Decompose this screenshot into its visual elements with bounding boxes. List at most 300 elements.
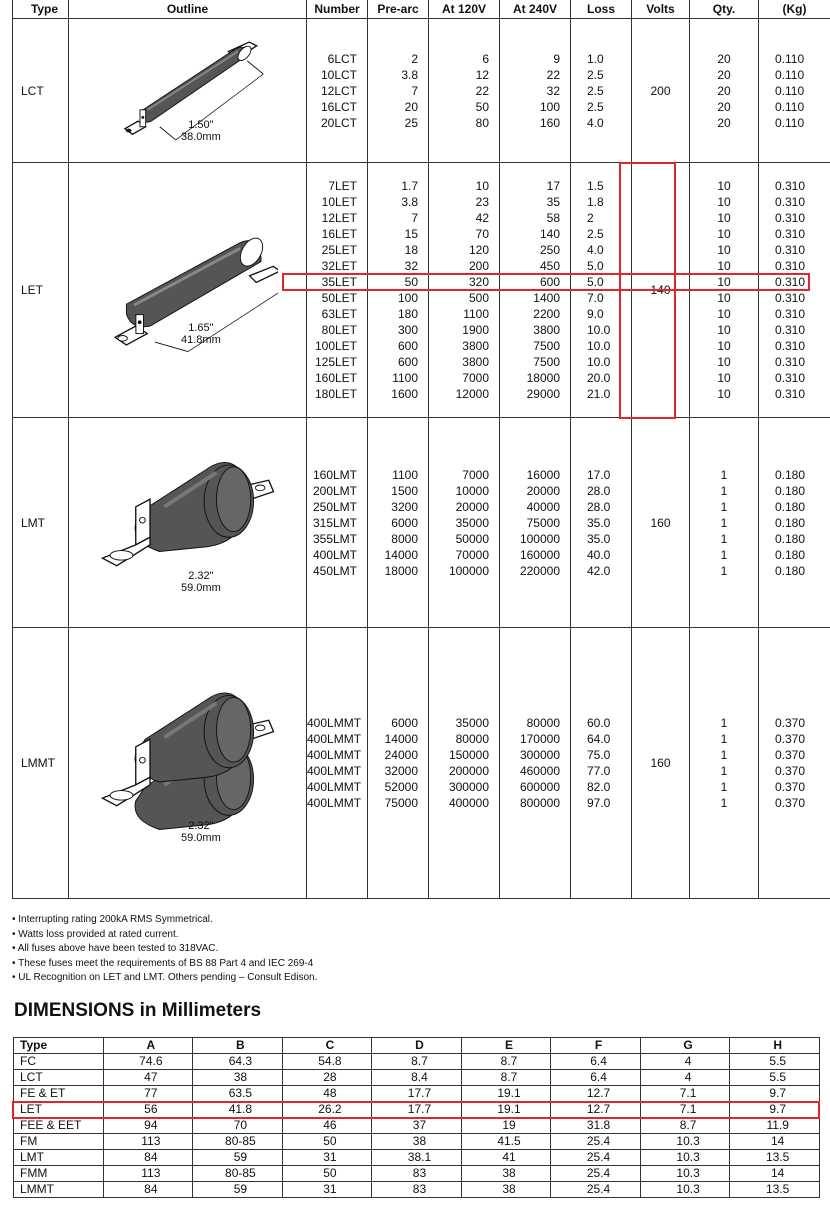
fuse-kg: 0.310 <box>775 291 806 305</box>
fuse-at240: 1400 <box>533 291 560 305</box>
fuse-type-label: LCT <box>13 19 69 163</box>
fuse-prearc: 52000 <box>384 780 418 794</box>
dimension-value: 113 <box>103 1166 193 1182</box>
fuse-kg: 0.310 <box>775 371 806 385</box>
note-item: • Watts loss provided at rated current. <box>12 928 317 943</box>
fuse-loss: 2.5 <box>587 83 604 98</box>
fuse-loss: 7.0 <box>587 291 604 305</box>
fuse-loss: 97.0 <box>587 796 611 810</box>
dimension-value: 8.7 <box>461 1070 551 1086</box>
dimension-value: 113 <box>103 1134 193 1150</box>
dimension-value: 94 <box>103 1118 193 1134</box>
outline-dimension-label <box>181 322 221 346</box>
fuse-qty: 1 <box>720 467 728 482</box>
header-volts: Volts <box>632 0 690 19</box>
dimension-value: 19.1 <box>461 1102 551 1118</box>
dimension-value: 12.7 <box>551 1102 641 1118</box>
dimension-value: 9.7 <box>730 1086 820 1102</box>
fuse-kg: 0.310 <box>775 355 806 369</box>
fuse-number: 6LCT <box>327 51 357 66</box>
fuse-number: 200LMT <box>312 483 357 498</box>
fuse-number: 400LMMT <box>307 796 362 810</box>
fuse-prearc: 25 <box>404 115 418 130</box>
note-item: • UL Recognition on LET and LMT. Others pending – Consult Edison. <box>12 971 317 986</box>
fuse-prearc: 600 <box>397 355 418 369</box>
dimension-header-g: G <box>640 1038 730 1054</box>
fuse-at120: 10000 <box>455 483 489 498</box>
dimensions-header-row <box>14 1038 820 1054</box>
fuse-kg: 0.110 <box>775 83 805 98</box>
fuse-at120: 12 <box>475 67 489 82</box>
fuse-number: 7LET <box>328 179 357 193</box>
dimension-type: LCT <box>14 1070 104 1086</box>
fuse-kg: 0.180 <box>775 531 806 546</box>
dimension-value: 59 <box>193 1150 283 1166</box>
fuse-kg: 0.310 <box>775 259 806 273</box>
fuse-loss: 4.0 <box>587 243 604 257</box>
dimension-mm: 59.0mm <box>181 581 221 594</box>
fuse-kg: 0.310 <box>775 179 806 193</box>
dimension-header-f: F <box>551 1038 641 1054</box>
dimension-value: 12.7 <box>551 1086 641 1102</box>
fuse-loss: 10.0 <box>587 339 611 353</box>
fuse-at240: 800000 <box>519 796 560 810</box>
dimension-value: 4 <box>640 1054 730 1070</box>
dimension-value: 14 <box>730 1134 820 1150</box>
fuse-kg-column <box>759 628 830 899</box>
fuse-volts: 160 <box>632 628 690 899</box>
fuse-prearc: 7 <box>411 83 418 98</box>
fuse-at240: 80000 <box>526 716 560 730</box>
dimension-value: 47 <box>103 1070 193 1086</box>
fuse-number: 125LET <box>314 355 357 369</box>
fuse-at120: 35000 <box>455 716 489 730</box>
fuse-at240: 35 <box>546 195 560 209</box>
fuse-number: 50LET <box>321 291 357 305</box>
dimension-value: 74.6 <box>103 1054 193 1070</box>
fuse-at240: 600000 <box>519 780 560 794</box>
header-type: Type <box>13 0 69 19</box>
fuse-loss: 1.8 <box>587 195 604 209</box>
dimension-value: 77 <box>103 1086 193 1102</box>
fuse-outline-cell <box>69 19 307 163</box>
fuse-number-column <box>307 418 368 628</box>
fuse-qty: 1 <box>720 716 728 730</box>
fuse-qty: 1 <box>720 563 728 578</box>
fuse-kg: 0.110 <box>775 99 805 114</box>
dimension-type: LET <box>14 1102 104 1118</box>
dimension-value: 13.5 <box>730 1182 820 1198</box>
fuse-volts: 200 <box>632 19 690 163</box>
dimension-type: LMT <box>14 1150 104 1166</box>
fuse-qty: 10 <box>717 339 731 353</box>
fuse-number: 12LCT <box>320 83 357 98</box>
fuse-loss: 35.0 <box>587 515 611 530</box>
fuse-group-row-lmmt <box>13 628 830 899</box>
dimension-mm: 59.0mm <box>181 832 221 844</box>
fuse-loss: 28.0 <box>587 483 611 498</box>
outline-dimension-label <box>181 820 221 844</box>
fuse-at120: 1900 <box>462 323 489 337</box>
fuse-kg: 0.110 <box>775 67 805 82</box>
fuse-group-row-lmt <box>13 418 830 628</box>
dimension-value: 59 <box>193 1182 283 1198</box>
fuse-at120: 12000 <box>455 387 489 401</box>
fuse-qty: 10 <box>717 243 731 257</box>
fuse-prearc: 32 <box>404 259 418 273</box>
fuse-prearc: 8000 <box>391 531 418 546</box>
fuse-volts: 140 <box>632 163 690 418</box>
fuse-kg-column <box>759 19 830 163</box>
fuse-qty: 10 <box>717 179 731 193</box>
fuse-qty: 1 <box>720 732 728 746</box>
fuse-loss: 64.0 <box>587 732 611 746</box>
fuse-kg: 0.310 <box>775 339 806 353</box>
fuse-type-label: LMMT <box>13 628 69 899</box>
dimension-value: 31 <box>282 1150 372 1166</box>
fuse-prearc: 3.8 <box>401 67 418 82</box>
fuse-at120: 20000 <box>455 499 489 514</box>
dimension-value: 41.8 <box>193 1102 283 1118</box>
fuse-at120: 320 <box>468 275 489 289</box>
fuse-at120: 50 <box>475 99 489 114</box>
fuse-kg: 0.310 <box>775 211 806 225</box>
dimension-type: FC <box>14 1054 104 1070</box>
dimension-inches: 2.32" <box>188 569 214 582</box>
fuse-kg-column <box>759 418 830 628</box>
fuse-kg: 0.180 <box>775 563 806 578</box>
fuse-prearc: 3.8 <box>401 195 418 209</box>
fuse-number: 25LET <box>321 243 357 257</box>
dimension-row <box>14 1150 820 1166</box>
fuse-number: 10LCT <box>320 67 357 82</box>
fuse-prearc: 600 <box>397 339 418 353</box>
dimension-value: 31 <box>282 1182 372 1198</box>
fuse-prearc: 2 <box>411 51 418 66</box>
fuse-kg: 0.110 <box>775 51 805 66</box>
dimension-type: LMMT <box>14 1182 104 1198</box>
fuse-prearc: 24000 <box>384 748 418 762</box>
fuse-prearc: 3200 <box>391 499 418 514</box>
dimension-value: 80-85 <box>193 1166 283 1182</box>
fuse-loss: 77.0 <box>587 764 611 778</box>
fuse-loss: 40.0 <box>587 547 611 562</box>
dimension-value: 6.4 <box>551 1070 641 1086</box>
fuse-prearc-column <box>368 418 429 628</box>
fuse-loss: 2.5 <box>587 227 604 241</box>
dimension-inches: 1.50" <box>188 118 214 131</box>
fuse-prearc: 14000 <box>384 547 418 562</box>
fuse-qty-column <box>690 19 759 163</box>
fuse-prearc: 20 <box>404 99 418 114</box>
fuse-type-label: LET <box>13 163 69 418</box>
fuse-volts: 160 <box>632 418 690 628</box>
dimension-value: 7.1 <box>640 1086 730 1102</box>
dimension-value: 8.7 <box>640 1118 730 1134</box>
fuse-loss: 21.0 <box>587 387 611 401</box>
fuse-prearc: 32000 <box>384 764 418 778</box>
fuse-loss: 42.0 <box>587 563 611 578</box>
dimension-value: 10.3 <box>640 1166 730 1182</box>
dimension-value: 37 <box>372 1118 462 1134</box>
fuse-loss: 10.0 <box>587 323 611 337</box>
fuse-at240: 600 <box>539 275 560 289</box>
dimension-header-type: Type <box>14 1038 104 1054</box>
fuse-at120: 42 <box>475 211 489 225</box>
fuse-at240: 58 <box>546 211 560 225</box>
fuse-number-column <box>307 628 368 899</box>
note-item: • These fuses meet the requirements of BS 88 Part 4 and IEC 269-4 <box>12 957 317 972</box>
fuse-prearc: 14000 <box>384 732 418 746</box>
fuse-at240: 160000 <box>519 547 560 562</box>
dimension-value: 11.9 <box>730 1118 820 1134</box>
fuse-at240: 7500 <box>533 339 560 353</box>
fuse-at120-column <box>429 418 500 628</box>
dimension-value: 41 <box>461 1150 551 1166</box>
dimension-row <box>14 1118 820 1134</box>
fuse-number: 12LET <box>321 211 357 225</box>
fuse-number: 160LMT <box>312 467 357 482</box>
fuse-prearc: 1100 <box>392 371 418 385</box>
fuse-loss: 9.0 <box>587 307 604 321</box>
fuse-at240: 100000 <box>519 531 560 546</box>
dimension-value: 19 <box>461 1118 551 1134</box>
fuse-group-row-let <box>13 163 830 418</box>
dimension-value: 38.1 <box>372 1150 462 1166</box>
dimension-type: FE & ET <box>14 1086 104 1102</box>
dimension-value: 4 <box>640 1070 730 1086</box>
fuse-at240: 7500 <box>533 355 560 369</box>
dimension-value: 31.8 <box>551 1118 641 1134</box>
fuse-prearc: 1500 <box>391 483 418 498</box>
fuse-at120: 35000 <box>455 515 489 530</box>
dimension-value: 8.7 <box>372 1054 462 1070</box>
outline-figure <box>69 438 306 608</box>
fuse-loss: 5.0 <box>587 275 604 289</box>
fuse-number-column <box>307 19 368 163</box>
fuse-prearc-column <box>368 163 429 418</box>
dimension-value: 70 <box>193 1118 283 1134</box>
fuse-qty: 20 <box>717 83 731 98</box>
dimension-value: 50 <box>282 1134 372 1150</box>
fuse-at120: 10 <box>475 179 489 193</box>
fuse-number: 400LMMT <box>307 764 362 778</box>
fuse-at120: 1100 <box>463 307 489 321</box>
fuse-kg-column <box>759 163 830 418</box>
fuse-prearc: 18000 <box>384 563 418 578</box>
dimension-value: 17.7 <box>372 1102 462 1118</box>
dimension-value: 83 <box>372 1166 462 1182</box>
header-number: Number <box>307 0 368 19</box>
fuse-at120: 70 <box>475 227 489 241</box>
fuse-loss: 75.0 <box>587 748 611 762</box>
fuse-kg: 0.180 <box>775 547 806 562</box>
fuse-prearc: 18 <box>404 243 418 257</box>
fuse-loss: 4.0 <box>587 115 604 130</box>
fuse-at120-column <box>429 163 500 418</box>
dimension-mm: 41.8mm <box>181 334 221 346</box>
dimension-row <box>14 1134 820 1150</box>
fuse-number: 400LMMT <box>307 748 362 762</box>
fuse-prearc: 1100 <box>392 467 418 482</box>
fuse-qty: 1 <box>720 796 728 810</box>
dimension-value: 26.2 <box>282 1102 372 1118</box>
fuse-loss-column <box>571 418 632 628</box>
fuse-number-column <box>307 163 368 418</box>
dimension-value: 19.1 <box>461 1086 551 1102</box>
fuse-number: 450LMT <box>312 563 357 578</box>
fuse-loss-column <box>571 628 632 899</box>
fuse-qty-column <box>690 163 759 418</box>
outline-figure <box>69 31 306 151</box>
fuse-prearc: 300 <box>397 323 418 337</box>
dimension-header-a: A <box>103 1038 193 1054</box>
fuse-qty: 10 <box>717 355 731 369</box>
fuse-at120: 120 <box>468 243 489 257</box>
fuse-prearc: 75000 <box>384 796 418 810</box>
fuse-at240: 3800 <box>533 323 560 337</box>
fuse-loss-column <box>571 19 632 163</box>
fuse-number: 400LMT <box>312 547 357 562</box>
fuse-at240: 22 <box>546 67 560 82</box>
fuse-at120: 7000 <box>462 467 489 482</box>
fuse-prearc: 180 <box>397 307 418 321</box>
fuse-at120: 300000 <box>448 780 489 794</box>
note-item: • Interrupting rating 200kA RMS Symmetrical. <box>12 913 317 928</box>
fuse-kg: 0.370 <box>775 764 806 778</box>
fuse-loss: 28.0 <box>587 499 611 514</box>
dimension-value: 10.3 <box>640 1134 730 1150</box>
fuse-qty: 10 <box>717 195 731 209</box>
fuse-at120-column <box>429 628 500 899</box>
fuse-qty: 10 <box>717 371 731 385</box>
fuse-loss: 2 <box>587 211 594 225</box>
dimension-value: 9.7 <box>730 1102 820 1118</box>
dimension-value: 25.4 <box>551 1134 641 1150</box>
dimension-value: 10.3 <box>640 1182 730 1198</box>
fuse-at120: 80 <box>475 115 489 130</box>
dimension-value: 80-85 <box>193 1134 283 1150</box>
fuse-kg: 0.370 <box>775 716 806 730</box>
fuse-number: 315LMT <box>312 515 357 530</box>
header-at120: At 120V <box>429 0 500 19</box>
fuse-at120: 7000 <box>462 371 489 385</box>
fuse-qty: 10 <box>717 227 731 241</box>
fuse-number: 400LMMT <box>307 716 362 730</box>
fuse-kg: 0.310 <box>775 195 806 209</box>
fuse-qty: 10 <box>717 323 731 337</box>
fuse-at120: 50000 <box>455 531 489 546</box>
header-at240: At 240V <box>500 0 571 19</box>
dimension-value: 28 <box>282 1070 372 1086</box>
fuse-at240-column <box>500 418 571 628</box>
dimension-value: 48 <box>282 1086 372 1102</box>
dimension-value: 7.1 <box>640 1102 730 1118</box>
dimension-header-d: D <box>372 1038 462 1054</box>
fuse-at240: 460000 <box>519 764 560 778</box>
fuse-number: 20LCT <box>320 115 357 130</box>
fuse-qty: 10 <box>717 387 731 401</box>
fuse-qty: 1 <box>720 547 728 562</box>
dimension-value: 41.5 <box>461 1134 551 1150</box>
dimensions-title: DIMENSIONS in Millimeters <box>14 1000 262 1021</box>
fuse-kg: 0.370 <box>775 780 806 794</box>
fuse-at120: 3800 <box>462 339 489 353</box>
dimension-header-h: H <box>730 1038 820 1054</box>
fuse-at240: 32 <box>546 83 560 98</box>
fuse-at120: 6 <box>482 51 489 66</box>
dimension-inches: 1.65" <box>188 322 214 334</box>
fuse-at120: 200 <box>468 259 489 273</box>
fuse-at240: 16000 <box>526 467 560 482</box>
dimension-value: 5.5 <box>730 1054 820 1070</box>
dimension-row <box>14 1054 820 1070</box>
fuse-at240: 2200 <box>533 307 560 321</box>
fuse-number: 100LET <box>314 339 357 353</box>
dimension-value: 64.3 <box>193 1054 283 1070</box>
dimension-value: 50 <box>282 1166 372 1182</box>
fuse-prearc: 6000 <box>391 515 418 530</box>
fuse-prearc-column <box>368 628 429 899</box>
dimension-row <box>14 1086 820 1102</box>
fuse-loss: 1.5 <box>587 179 604 193</box>
fuse-prearc: 6000 <box>391 716 418 730</box>
dimension-value: 6.4 <box>551 1054 641 1070</box>
fuse-qty: 10 <box>717 259 731 273</box>
fuse-loss: 10.0 <box>587 355 611 369</box>
dimension-value: 25.4 <box>551 1166 641 1182</box>
dimension-value: 17.7 <box>372 1086 462 1102</box>
fuse-qty: 20 <box>717 67 731 82</box>
fuse-at120: 3800 <box>462 355 489 369</box>
dimension-value: 25.4 <box>551 1150 641 1166</box>
fuse-kg: 0.180 <box>775 467 806 482</box>
dimension-value: 38 <box>461 1182 551 1198</box>
fuse-qty: 10 <box>717 307 731 321</box>
dimension-row <box>14 1070 820 1086</box>
fuse-qty: 1 <box>720 764 728 778</box>
fuse-at240: 9 <box>553 51 560 66</box>
header-loss: Loss <box>571 0 632 19</box>
fuse-kg: 0.370 <box>775 732 806 746</box>
header-kg: (Kg) <box>759 0 830 19</box>
dimension-value: 13.5 <box>730 1150 820 1166</box>
fuse-at240-column <box>500 19 571 163</box>
fuse-at240: 450 <box>539 259 560 273</box>
fuse-header-row <box>13 0 830 19</box>
fuse-at240: 40000 <box>526 499 560 514</box>
fuse-kg: 0.110 <box>775 115 805 130</box>
note-item: • All fuses above have been tested to 318VAC. <box>12 942 317 957</box>
fuse-number: 355LMT <box>312 531 357 546</box>
fuse-number: 16LCT <box>320 99 357 114</box>
fuse-prearc: 1600 <box>391 387 418 401</box>
dimensions-table <box>13 1037 820 1198</box>
fuse-at120-column <box>429 19 500 163</box>
fuse-loss: 17.0 <box>587 467 611 482</box>
dimension-value: 38 <box>461 1166 551 1182</box>
fuse-type-label: LMT <box>13 418 69 628</box>
fuse-qty-column <box>690 628 759 899</box>
fuse-at240: 160 <box>539 115 560 130</box>
dimension-value: 84 <box>103 1150 193 1166</box>
fuse-qty: 20 <box>717 99 731 114</box>
dimension-value: 46 <box>282 1118 372 1134</box>
fuse-kg: 0.310 <box>775 323 806 337</box>
dimension-inches: 2.32" <box>188 820 214 832</box>
outline-figure <box>69 668 306 858</box>
fuse-kg: 0.310 <box>775 275 806 289</box>
